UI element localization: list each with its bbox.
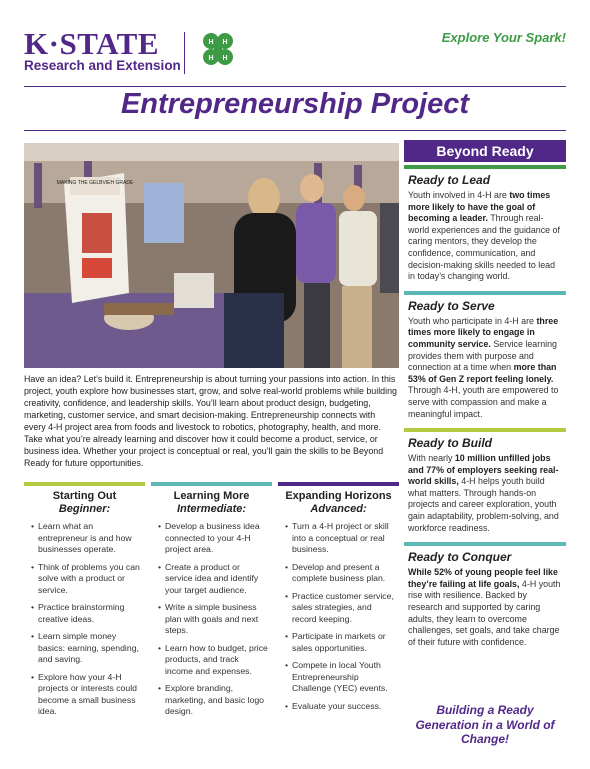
section-body: Youth involved in 4-H are two times more likely to have the goal of becoming a leader. Through real-world experiences and the guidance of caring mentors, they develop the confidence, communication, and decision-making skills needed to lead in today’s changing world. — [408, 190, 560, 282]
level-title: Learning More — [173, 490, 250, 502]
list-item: • Develop a business idea connected to your 4-H project area. — [159, 521, 268, 556]
four-h-clover-icon — [195, 28, 241, 74]
list-item: • Practice customer service, sales strategies, and record keeping. — [286, 591, 395, 626]
intro-paragraph: Have an idea? Let’s build it. Entrepreneurship is about turning your passions into action. In this project, youth explore how businesses start, grow, and solve real-world problems while building creativity, confidence, and leadership skills. You’ll learn about product design, budgeting, marketing, customer service, and smart decision-making. Entrepreneurship connects with every 4-H project area from foods and livestock to robotics, photography, health, and more. Take what you’re already learning and discover how it could become a product, service, or business idea. Whether your project is conceptual or real, you’ll gain the skills to be Beyond Ready for future opportunities. — [24, 374, 397, 468]
booth-sign-text: MAKING THE GELBVIEH GRADE — [56, 180, 134, 186]
beyond-ready-banner: Beyond Ready — [404, 140, 566, 162]
list-item: • Write a simple business plan with goals and next steps. — [159, 602, 268, 637]
list-item: • Learn simple money basics: earning, spending, and saving. — [32, 631, 141, 666]
section-heading: Ready to Lead — [408, 173, 491, 187]
level-subtitle: Advanced: — [310, 503, 367, 515]
tagline: Explore Your Spark! — [441, 30, 566, 45]
list-item: • Develop and present a complete business plan. — [286, 562, 395, 585]
list-item: • Turn a 4-H project or skill into a conceptual or real business. — [286, 521, 395, 556]
section-heading: Ready to Serve — [408, 298, 495, 313]
section-heading: Ready to Build — [408, 436, 493, 451]
list-item: • Evaluate your success. — [286, 701, 395, 713]
page-title: Entrepreneurship Project — [120, 88, 470, 120]
level-title: Expanding Horizons — [285, 490, 392, 502]
title-rule-bottom — [24, 130, 566, 131]
level-subtitle: Beginner: — [58, 503, 111, 515]
list-item: • Think of problems you can solve with a product or service. — [32, 562, 141, 597]
kstate-logo: K·STATE — [24, 26, 160, 61]
list-item: • Participate in markets or sales opportunities. — [286, 631, 395, 654]
list-item: • Learn what an entrepreneur is and how businesses operate. — [32, 521, 141, 556]
level-list — [151, 521, 272, 718]
list-item: • Explore how your 4-H projects or interests could become a small business idea. — [32, 672, 141, 718]
beyond-ready-sidebar — [404, 140, 566, 648]
level-advanced — [278, 482, 399, 718]
list-item: • Create a product or service idea and identify your target audience. — [159, 562, 268, 597]
title-rule-top — [24, 86, 566, 87]
level-subtitle: Intermediate: — [176, 503, 247, 515]
list-item: • Learn how to budget, price products, and track income and expenses. — [159, 643, 268, 678]
level-list — [278, 521, 399, 712]
svg-text:H: H — [222, 55, 228, 62]
level-color-bar — [24, 482, 145, 486]
level-list — [24, 521, 145, 718]
project-levels — [24, 482, 399, 732]
level-color-bar — [278, 482, 399, 486]
closing-tagline: Building a Ready Generation in a World of Change! — [415, 703, 555, 746]
section-heading: Ready to Conquer — [408, 550, 512, 565]
event-photo — [24, 143, 399, 368]
level-color-bar — [151, 482, 272, 486]
svg-text:H: H — [208, 55, 214, 62]
level-intermediate — [151, 482, 272, 724]
logo-divider — [184, 32, 185, 74]
section-body: While 52% of young people feel like they’re failing at life goals, 4-H youth rise with resilience. Backed by research and supported by caring adults, they learn to overcome challenges, set goals, and take charge of their future with confidence. — [408, 567, 561, 647]
section-body: With nearly 10 million unfilled jobs and 77% of employers seeking real-world skills, 4-H helps youth build what matters. Through hands-on projects and career exploration, youth gain adaptability, problem-solving, and workforce readiness. — [408, 453, 559, 533]
list-item: • Explore branding, marketing, and basic logo design. — [159, 683, 268, 718]
level-beginner — [24, 482, 145, 724]
svg-text:H: H — [208, 39, 214, 46]
list-item: • Practice brainstorming creative ideas. — [32, 602, 141, 625]
level-title: Starting Out — [52, 490, 117, 502]
list-item: • Compete in local Youth Entrepreneurship Challenge (YEC) events. — [286, 660, 395, 695]
svg-text:H: H — [222, 39, 228, 46]
kstate-logo-subtitle: Research and Extension — [24, 58, 181, 73]
section-body: Youth who participate in 4-H are three times more likely to engage in community service. Service learning provides them with purpose and connection at a time when more than 53% of Gen Z report feeling lonely. Through 4-H, youth are empowered to serve with compassion and make a meaningful impact. — [408, 315, 559, 419]
